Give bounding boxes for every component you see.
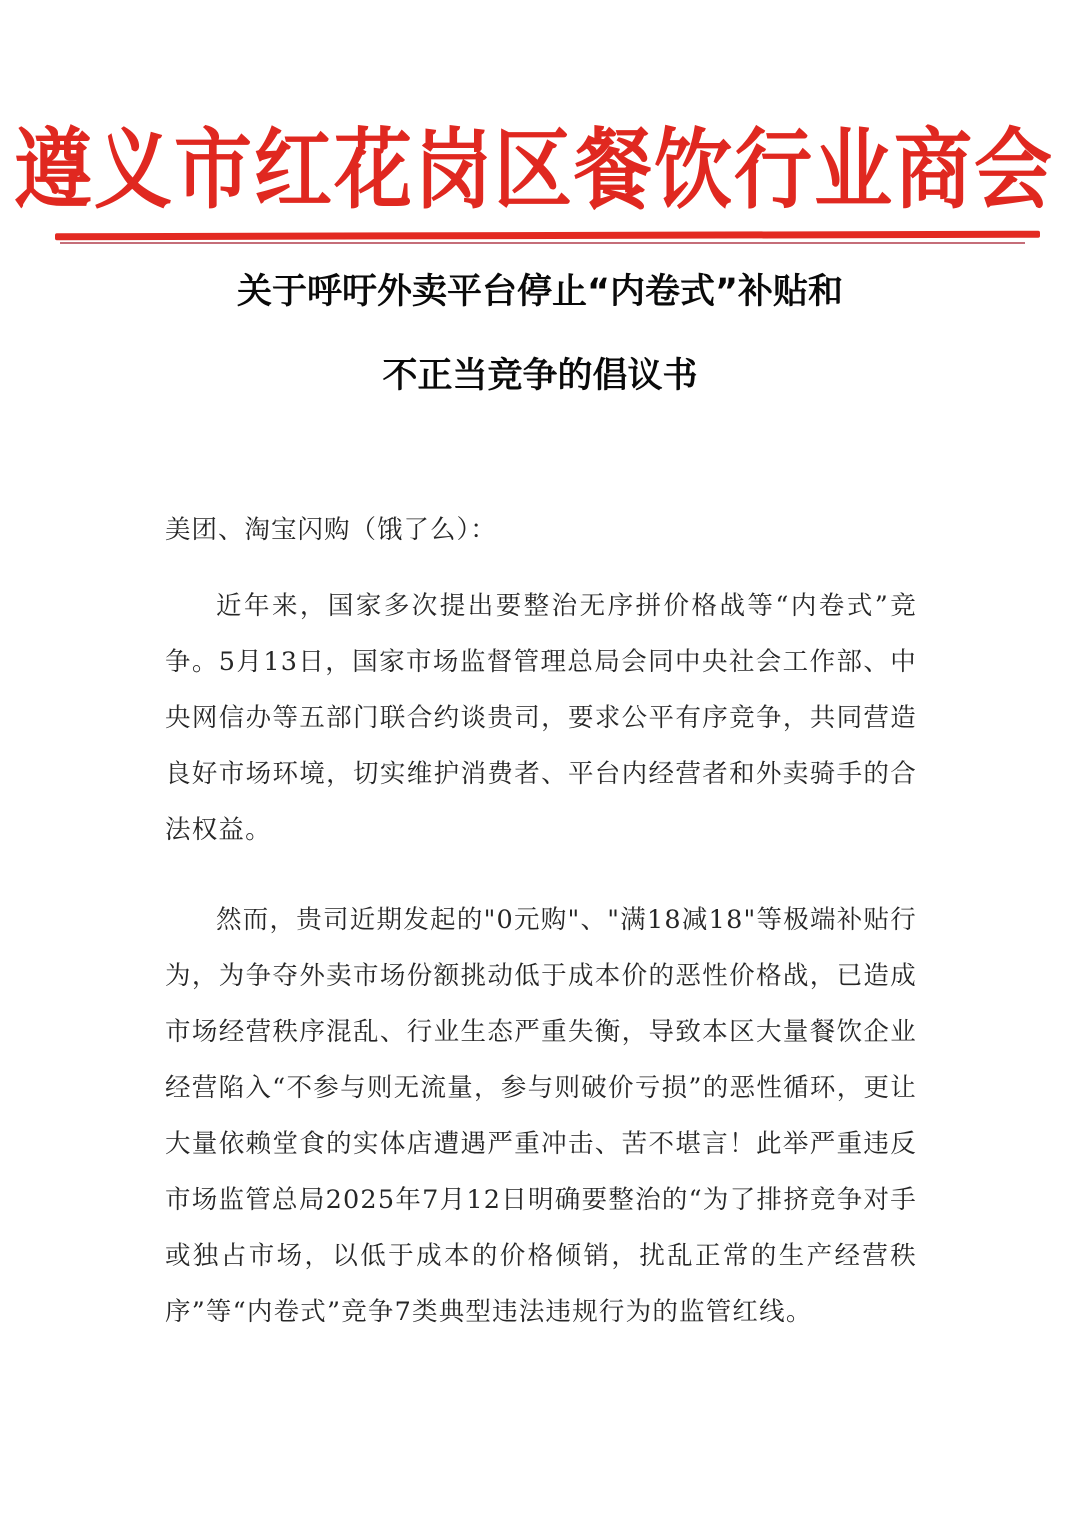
document-title (0, 262, 1080, 430)
salutation: 美团、淘宝闪购（饿了么）： (165, 515, 497, 545)
paragraph-1: 近年来，国家多次提出要整治无序拼价格战等“内卷式”竞争。5月13日，国家市场监督管理总局会同中央社会工作部、中央网信办等五部门联合约谈贵司，要求公平有序竞争，共同营造良好市场环境，切实维护消费者、平台内经营者和外卖骑手的合法权益。 (165, 591, 917, 845)
paragraph-2: 然而，贵司近期发起的"0元购"、"满18减18"等极端补贴行为，为争夺外卖市场份额挑动低于成本价的恶性价格战，已造成市场经营秩序混乱、行业生态严重失衡，导致本区大量餐饮企业经营陷入“不参与则无流量，参与则破价亏损”的恶性循环，更让大量依赖堂食的实体店遭遇严重冲击、苦不堪言！此举严重违反市场监管总局2025年7月12日明确要整治的“为了排挤竞争对手或独占市场，以低于成本的价格倾销，扰乱正常的生产经营秩序”等“内卷式”竞争7类典型违法违规行为的监管红线。 (165, 905, 917, 1327)
letterhead (0, 108, 1080, 220)
red-rule-thick (55, 231, 1040, 241)
title-line-2: 不正当竞争的倡议书 (382, 356, 698, 396)
organization-name: 遵义市红花岗区餐饮行业商会 (13, 119, 1054, 222)
title-line-1: 关于呼吁外卖平台停止“内卷式”补贴和 (236, 272, 843, 312)
red-rule-thin (60, 242, 1025, 244)
document-body (165, 502, 917, 1374)
letterhead-divider (55, 232, 1040, 252)
